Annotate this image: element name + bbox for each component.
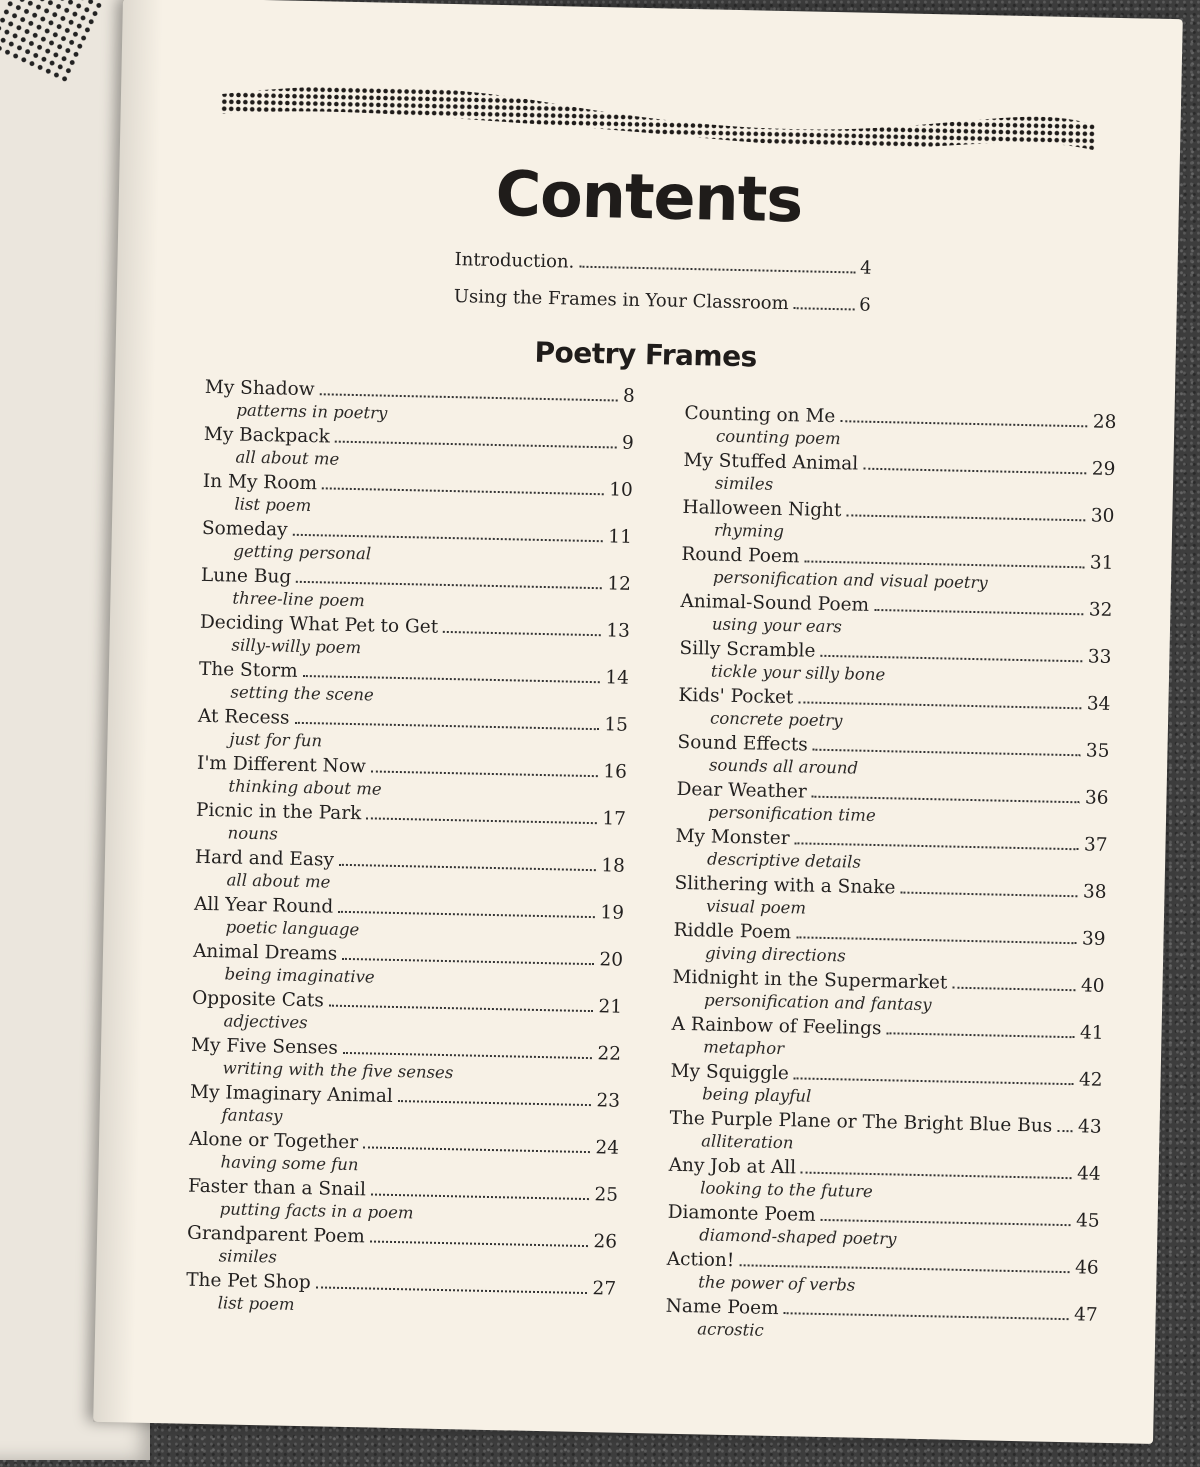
page-number: 28: [1092, 411, 1117, 433]
page-number: 19: [600, 902, 625, 924]
dot-leader: [371, 770, 599, 777]
dot-leader: [370, 1240, 589, 1247]
toc-entry-subtitle: diamond-shaped poetry: [699, 1225, 897, 1249]
page-number: 25: [594, 1184, 619, 1206]
dot-leader: [804, 560, 1084, 568]
intro-item: [453, 286, 871, 332]
dotted-wave-border: [220, 84, 1096, 152]
dot-leader: [863, 468, 1087, 475]
toc-entry-subtitle: the power of verbs: [698, 1272, 856, 1295]
toc-entry-subtitle: acrostic: [697, 1319, 764, 1340]
toc-entry-subtitle: counting poem: [715, 426, 841, 449]
toc-entry-subtitle: thinking about me: [228, 776, 382, 799]
page-number: 27: [592, 1278, 617, 1300]
page-number: 8: [622, 385, 636, 407]
toc-entry-title: The Purple Plane or The Bright Blue Bus: [669, 1107, 1053, 1137]
toc-entry-subtitle: having some fun: [220, 1152, 359, 1175]
toc-entry-subtitle: poetic language: [225, 917, 360, 940]
page-number: 34: [1086, 693, 1111, 715]
toc-entry-title: My Stuffed Animal: [683, 449, 859, 475]
page-number: 20: [599, 949, 624, 971]
toc-entry-title: Any Job at All: [668, 1154, 797, 1179]
contents-column-left: [185, 377, 635, 1326]
toc-entry-title: In My Room: [202, 470, 318, 495]
toc-entry-title: All Year Round: [193, 893, 334, 918]
page-number: 39: [1081, 928, 1106, 950]
toc-entry-title: Dear Weather: [676, 778, 807, 803]
toc-entry-subtitle: sounds all around: [708, 755, 859, 778]
toc-entry-title: Animal-Sound Poem: [680, 590, 870, 616]
toc-entry-title: Riddle Poem: [673, 919, 792, 944]
dot-leader: [813, 749, 1081, 757]
page-number: 38: [1082, 881, 1107, 903]
toc-entry-subtitle: visual poem: [705, 896, 807, 918]
toc-entry-title: Sound Effects: [677, 731, 808, 756]
toc-entry-subtitle: nouns: [227, 823, 279, 844]
page-number: 30: [1090, 505, 1115, 527]
toc-entry-title: I'm Different Now: [196, 752, 367, 778]
toc-entry-title: The Storm: [198, 658, 298, 682]
page-number: 9: [621, 432, 635, 454]
dot-leader: [322, 487, 604, 495]
toc-entry-subtitle: adjectives: [223, 1011, 308, 1033]
toc-entry-subtitle: rhyming: [713, 520, 785, 542]
toc-entry-title: My Backpack: [203, 423, 331, 448]
page-number: 16: [603, 761, 628, 783]
dot-leader: [794, 307, 855, 310]
dot-leader: [363, 1146, 590, 1153]
page-number: 11: [608, 526, 633, 548]
toc-entry-subtitle: personification and visual poetry: [712, 567, 988, 593]
dot-leader: [339, 864, 597, 871]
page-number: 31: [1089, 552, 1114, 574]
dot-leader: [398, 1100, 592, 1106]
dot-leader: [319, 393, 617, 401]
toc-entry-title: A Rainbow of Feelings: [671, 1013, 882, 1040]
page-number: 21: [598, 996, 623, 1018]
dot-leader: [303, 675, 601, 683]
page-number: 35: [1085, 740, 1110, 762]
toc-entry-title: Hard and Easy: [194, 846, 335, 871]
intro-list: [453, 249, 871, 332]
toc-entry-subtitle: all about me: [235, 447, 340, 469]
contents-column-right: [665, 403, 1117, 1352]
toc-entry: [185, 1270, 616, 1326]
intro-item-title: Introduction.: [454, 249, 575, 273]
toc-entry-title: My Monster: [675, 825, 790, 850]
page-number: 44: [1076, 1163, 1101, 1185]
toc-entry-subtitle: getting personal: [233, 541, 372, 564]
toc-entry-title: Kids' Pocket: [678, 684, 794, 709]
dot-leader: [812, 796, 1080, 804]
dot-leader: [329, 1005, 594, 1013]
toc-entry-subtitle: concrete poetry: [709, 708, 843, 731]
toc-entry-title: My Squiggle: [670, 1060, 790, 1085]
dot-leader: [846, 514, 1085, 521]
dot-leader: [371, 1194, 590, 1201]
page-number: 46: [1074, 1257, 1099, 1279]
page-number: 15: [604, 714, 629, 736]
dot-leader: [798, 701, 1082, 709]
page-number: 23: [596, 1090, 621, 1112]
toc-entry-title: Counting on Me: [684, 402, 836, 428]
toc-entry-title: My Five Senses: [190, 1034, 339, 1059]
dot-leader: [820, 655, 1083, 662]
toc-entry-subtitle: descriptive details: [706, 849, 862, 872]
dot-leader: [1057, 1130, 1073, 1132]
dot-leader: [739, 1264, 1070, 1273]
page-number: 33: [1087, 646, 1112, 668]
toc-entry-title: Deciding What Pet to Get: [199, 611, 439, 638]
page-number: 18: [601, 855, 626, 877]
dot-leader: [900, 892, 1078, 898]
toc-entry-title: Halloween Night: [682, 496, 842, 522]
page-number: 36: [1084, 787, 1109, 809]
dot-leader: [342, 958, 594, 965]
toc-entry-subtitle: patterns in poetry: [236, 400, 388, 423]
toc-entry-title: Lune Bug: [200, 564, 292, 588]
toc-entry-subtitle: being playful: [701, 1084, 812, 1106]
toc-entry-title: Silly Scramble: [679, 637, 816, 662]
page-number: 6: [859, 294, 871, 316]
page-number: 43: [1077, 1116, 1102, 1138]
page-number: 4: [859, 257, 872, 279]
toc-entry-title: The Pet Shop: [185, 1269, 311, 1294]
page-number: 41: [1079, 1022, 1104, 1044]
toc-entry-subtitle: tickle your silly bone: [710, 661, 886, 685]
toc-entry-subtitle: setting the scene: [230, 682, 375, 705]
toc-entry-subtitle: personification time: [707, 802, 876, 825]
dot-leader: [579, 266, 855, 274]
toc-entry-subtitle: putting facts in a poem: [219, 1199, 414, 1223]
dot-leader: [784, 1312, 1070, 1320]
toc-entry-subtitle: all about me: [226, 870, 331, 892]
toc-entry-title: Faster than a Snail: [187, 1175, 367, 1201]
toc-entry-subtitle: alliteration: [701, 1131, 794, 1153]
page-number: 40: [1080, 975, 1105, 997]
faded-print-decoration: [0, 100, 38, 221]
dot-leader: [292, 534, 603, 543]
dot-leader: [801, 1172, 1072, 1180]
contents-page: [93, 0, 1183, 1444]
toc-entry-title: Alone or Together: [188, 1128, 359, 1154]
dot-leader: [840, 420, 1088, 427]
page-number: 29: [1091, 458, 1116, 480]
page-number: 42: [1078, 1069, 1103, 1091]
toc-entry-subtitle: silly-willy poem: [231, 635, 362, 658]
page-number: 13: [606, 620, 631, 642]
page-number: 47: [1073, 1304, 1098, 1326]
toc-entry-title: Grandparent Poem: [186, 1222, 365, 1248]
toc-entry-title: Name Poem: [665, 1295, 779, 1320]
page-number: 22: [597, 1043, 622, 1065]
intro-item-title: Using the Frames in Your Classroom: [453, 286, 789, 315]
dot-leader: [366, 817, 597, 824]
page-number: 14: [605, 667, 630, 689]
toc-entry: [665, 1296, 1098, 1352]
toc-entry-subtitle: looking to the future: [700, 1178, 873, 1202]
toc-entry-title: My Imaginary Animal: [189, 1081, 394, 1107]
toc-entry-title: Action!: [666, 1248, 735, 1272]
toc-entry-subtitle: three-line poem: [232, 588, 366, 611]
toc-entry-title: Midnight in the Supermarket: [672, 966, 948, 994]
toc-entry-title: Animal Dreams: [192, 940, 338, 965]
toc-entry-subtitle: writing with the five senses: [222, 1058, 454, 1083]
toc-entry-subtitle: personification and fantasy: [703, 990, 932, 1015]
dot-leader: [335, 441, 617, 449]
toc-entry-subtitle: list poem: [217, 1293, 295, 1314]
dot-leader: [952, 987, 1076, 992]
page-number: 32: [1088, 599, 1113, 621]
toc-entry-title: Diamonte Poem: [667, 1201, 816, 1226]
section-heading: Poetry Frames: [534, 335, 758, 374]
dot-leader: [821, 1219, 1071, 1226]
toc-entry-subtitle: giving directions: [704, 943, 846, 966]
toc-entry-title: Round Poem: [681, 543, 800, 568]
page-number: 45: [1075, 1210, 1100, 1232]
dot-leader: [794, 842, 1078, 850]
toc-entry-subtitle: similes: [714, 473, 774, 494]
toc-entry-subtitle: just for fun: [229, 729, 323, 751]
dot-leader: [796, 936, 1077, 944]
page-number: 26: [593, 1231, 618, 1253]
page-number: 10: [609, 479, 634, 501]
page-number: 17: [602, 808, 627, 830]
toc-entry-title: My Shadow: [204, 376, 315, 401]
toc-entry-title: Opposite Cats: [191, 987, 325, 1012]
dot-leader: [874, 609, 1084, 615]
toc-entry-title: Slithering with a Snake: [674, 872, 896, 899]
toc-entry-title: Picnic in the Park: [195, 799, 362, 825]
toc-entry-subtitle: metaphor: [702, 1037, 785, 1059]
dot-leader: [343, 1052, 593, 1059]
page-number: 37: [1083, 834, 1108, 856]
toc-entry-subtitle: fantasy: [221, 1105, 283, 1126]
dot-leader: [294, 722, 599, 730]
page-number: 12: [607, 573, 632, 595]
page-title: Contents: [494, 156, 804, 237]
toc-entry-title: At Recess: [197, 705, 290, 729]
dot-pattern-decoration: [0, 0, 105, 85]
dot-leader: [794, 1077, 1074, 1085]
toc-entry-title: Someday: [201, 517, 288, 541]
dot-leader: [296, 581, 602, 589]
toc-entry-subtitle: similes: [218, 1246, 278, 1267]
dot-leader: [338, 911, 595, 918]
toc-entry-subtitle: using your ears: [711, 614, 842, 637]
page-number: 24: [595, 1137, 620, 1159]
dot-leader: [316, 1286, 588, 1294]
dot-leader: [886, 1032, 1075, 1038]
toc-entry-subtitle: being imaginative: [224, 964, 375, 987]
dot-leader: [443, 631, 601, 636]
toc-entry-subtitle: list poem: [234, 494, 312, 516]
